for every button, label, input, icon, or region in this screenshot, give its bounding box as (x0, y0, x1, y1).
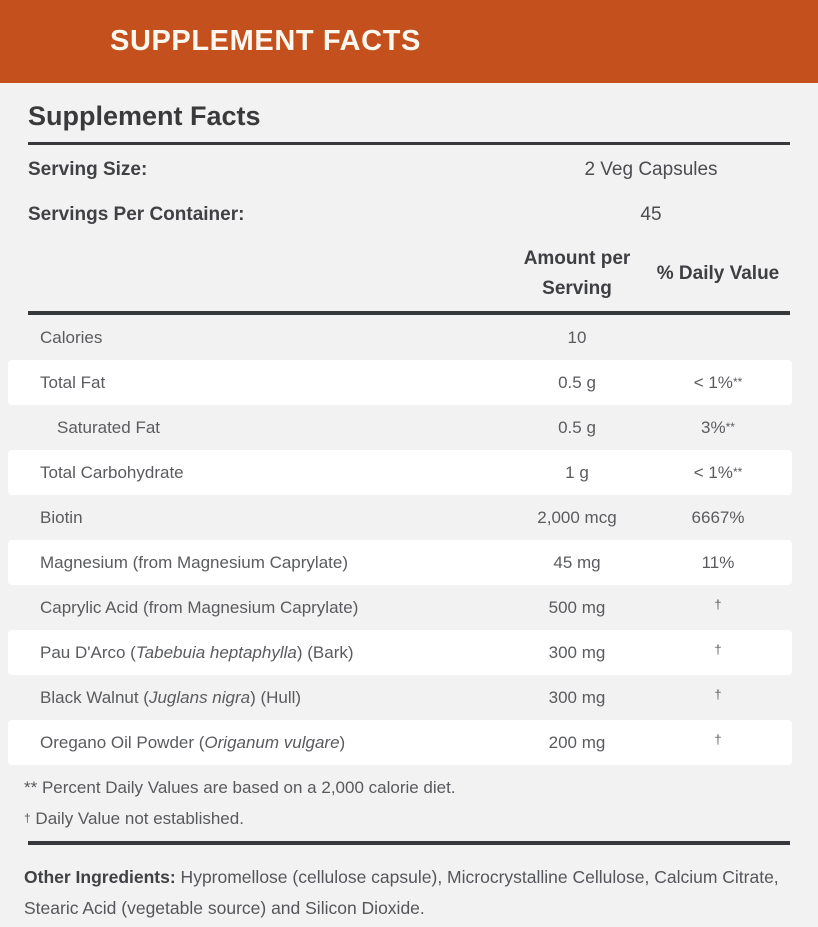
nutrient-amount: 200 mg (548, 732, 606, 752)
nutrient-amount: 300 mg (548, 687, 606, 707)
daily-value-footnote-mark: ** (725, 419, 735, 434)
table-row (8, 540, 792, 585)
daily-value-text: < 1% (693, 372, 733, 392)
serving-info-row (8, 192, 792, 237)
serving-info (0, 147, 818, 237)
serving-info-label: Servings Per Container: (28, 203, 245, 225)
table-row (8, 675, 792, 720)
nutrient-name (8, 643, 510, 663)
daily-value-footnote-mark: ** (732, 464, 743, 479)
nutrient-table (0, 315, 818, 765)
nutrient-name (8, 508, 510, 528)
nutrient-amount: 10 (567, 327, 587, 347)
nutrient-latin-name: Tabebuia heptaphylla (135, 642, 297, 662)
nutrient-name-text: Calories (40, 327, 103, 347)
nutrient-name-text: Biotin (40, 507, 83, 527)
nutrient-daily-value (644, 463, 792, 483)
footnote-mark: † (24, 811, 31, 825)
nutrient-name-text: Magnesium (from Magnesium Caprylate) (40, 552, 348, 572)
nutrient-name-text: Total Fat (40, 372, 106, 392)
daily-value-footnote-mark: ** (732, 374, 743, 389)
nutrient-daily-value (644, 598, 792, 618)
table-row (8, 585, 792, 630)
other-ingredients (24, 862, 788, 924)
nutrient-name-text: Oregano Oil Powder ( (40, 732, 205, 752)
nutrient-daily-value (644, 688, 792, 708)
nutrient-daily-value (644, 373, 792, 393)
table-row (8, 360, 792, 405)
nutrient-name (8, 418, 510, 438)
footnote (24, 809, 790, 829)
nutrient-latin-name: Origanum vulgare (204, 732, 340, 752)
other-ingredients-label: Other Ingredients: (24, 867, 176, 887)
banner-title: SUPPLEMENT FACTS (110, 25, 421, 57)
supplement-facts-banner (0, 0, 818, 83)
daily-value-text: 11% (701, 552, 735, 572)
daily-value-text: 3% (701, 417, 726, 437)
nutrient-name-text: ) (339, 732, 346, 752)
serving-info-label: Serving Size: (28, 158, 148, 180)
table-row (8, 315, 792, 360)
nutrient-name (8, 373, 510, 393)
nutrient-daily-value (644, 553, 792, 573)
nutrient-latin-name: Juglans nigra (148, 687, 251, 707)
nutrient-daily-value (644, 643, 792, 663)
supplement-facts-panel (0, 100, 818, 924)
column-headers (8, 237, 792, 311)
table-row (8, 720, 792, 765)
table-row (8, 450, 792, 495)
panel-title: Supplement Facts (28, 101, 261, 131)
nutrient-name (8, 688, 510, 708)
footnote-mark: ** (24, 778, 38, 797)
nutrient-amount: 45 mg (553, 552, 601, 572)
daily-value-footnote-mark: † (714, 596, 722, 612)
daily-value-footnote-mark: † (714, 686, 722, 702)
serving-info-row (8, 147, 792, 192)
nutrient-amount: 1 g (565, 462, 589, 482)
serving-info-value: 2 Veg Capsules (584, 158, 718, 180)
other-ingredients-text: Hypromellose (cellulose capsule), Microcrystalline Cellulose, Calcium Citrate, Stearic Acid (vegetable source) and Silicon Dioxide. (24, 867, 779, 918)
nutrient-name (8, 463, 510, 483)
nutrient-name (8, 328, 510, 348)
daily-value-text: 6667% (691, 507, 745, 527)
nutrient-name-text: Saturated Fat (57, 417, 161, 437)
daily-value-footnote-mark: † (714, 731, 722, 747)
daily-value-footnote-mark: † (714, 641, 722, 657)
footnote (24, 778, 790, 798)
nutrient-amount: 300 mg (548, 642, 606, 662)
nutrient-name (8, 553, 510, 573)
table-row (8, 630, 792, 675)
nutrient-name-text: Pau D'Arco ( (40, 642, 136, 662)
column-header-daily-value: % Daily Value (656, 263, 780, 284)
nutrient-name-text: Black Walnut ( (40, 687, 149, 707)
footnote-text: Percent Daily Values are based on a 2,000 calorie diet. (37, 778, 456, 797)
footnote-text: Daily Value not established. (30, 809, 244, 828)
nutrient-name-text: ) (Hull) (250, 687, 302, 707)
daily-value-text: < 1% (693, 462, 733, 482)
serving-info-value: 45 (640, 203, 662, 225)
footer-divider (28, 841, 790, 845)
nutrient-amount: 0.5 g (558, 372, 596, 392)
table-row (8, 495, 792, 540)
nutrient-daily-value (644, 418, 792, 438)
table-row (8, 405, 792, 450)
heading-divider (28, 142, 790, 145)
nutrient-name (8, 733, 510, 753)
nutrient-amount: 500 mg (548, 597, 606, 617)
nutrient-name-text: Caprylic Acid (from Magnesium Caprylate) (40, 597, 359, 617)
nutrient-name-text: ) (Bark) (296, 642, 354, 662)
nutrient-amount: 0.5 g (558, 417, 596, 437)
column-header-amount: Amount per Serving (523, 248, 631, 299)
nutrient-name-text: Total Carbohydrate (40, 462, 184, 482)
nutrient-name (8, 598, 510, 618)
nutrient-daily-value (644, 508, 792, 528)
nutrient-daily-value (644, 733, 792, 753)
nutrient-amount: 2,000 mcg (537, 507, 617, 527)
footnotes (0, 778, 818, 829)
